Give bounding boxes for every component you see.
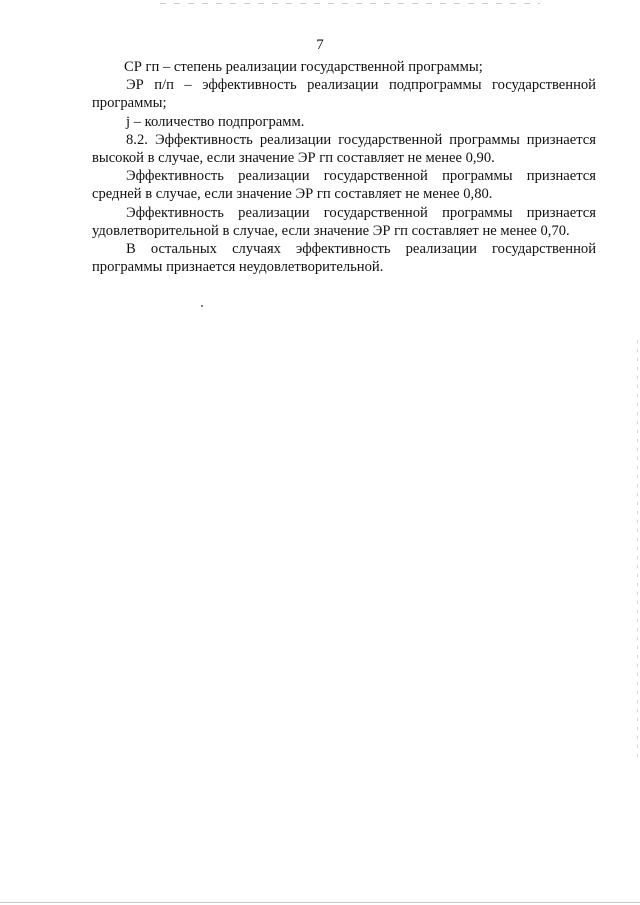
document-body <box>92 58 596 276</box>
page-number: 7 <box>316 37 324 53</box>
paragraph-medium: Эффективность реализации государственной программы признается средней в случае, если значение ЭР гп составляет не менее 0,80. <box>92 168 596 203</box>
paragraph-er-pp: ЭР п/п – эффективность реализации подпрограммы государственной программы; <box>92 77 596 112</box>
paragraph-8-2-high: 8.2. Эффективность реализации государственной программы признается высокой в случае, если значение ЭР гп составляет не менее 0,90. <box>92 131 596 167</box>
paragraph-sr-gp: СР гп – степень реализации государственной программы; <box>124 59 483 75</box>
scan-speck <box>201 305 203 307</box>
paragraph-j: j – количество подпрограмм. <box>126 113 305 130</box>
scan-artifact-right <box>637 340 638 760</box>
scan-artifact-top <box>160 3 540 4</box>
paragraph-unsatisfactory: В остальных случаях эффективность реализации государственной программы признается неудовлетворительной. <box>92 241 596 276</box>
paragraph-satisfactory: Эффективность реализации государственной программы признается удовлетворительной в случае, если значение ЭР гп составляет не менее 0,70. <box>92 204 596 239</box>
scan-artifact-bottom <box>0 902 640 903</box>
